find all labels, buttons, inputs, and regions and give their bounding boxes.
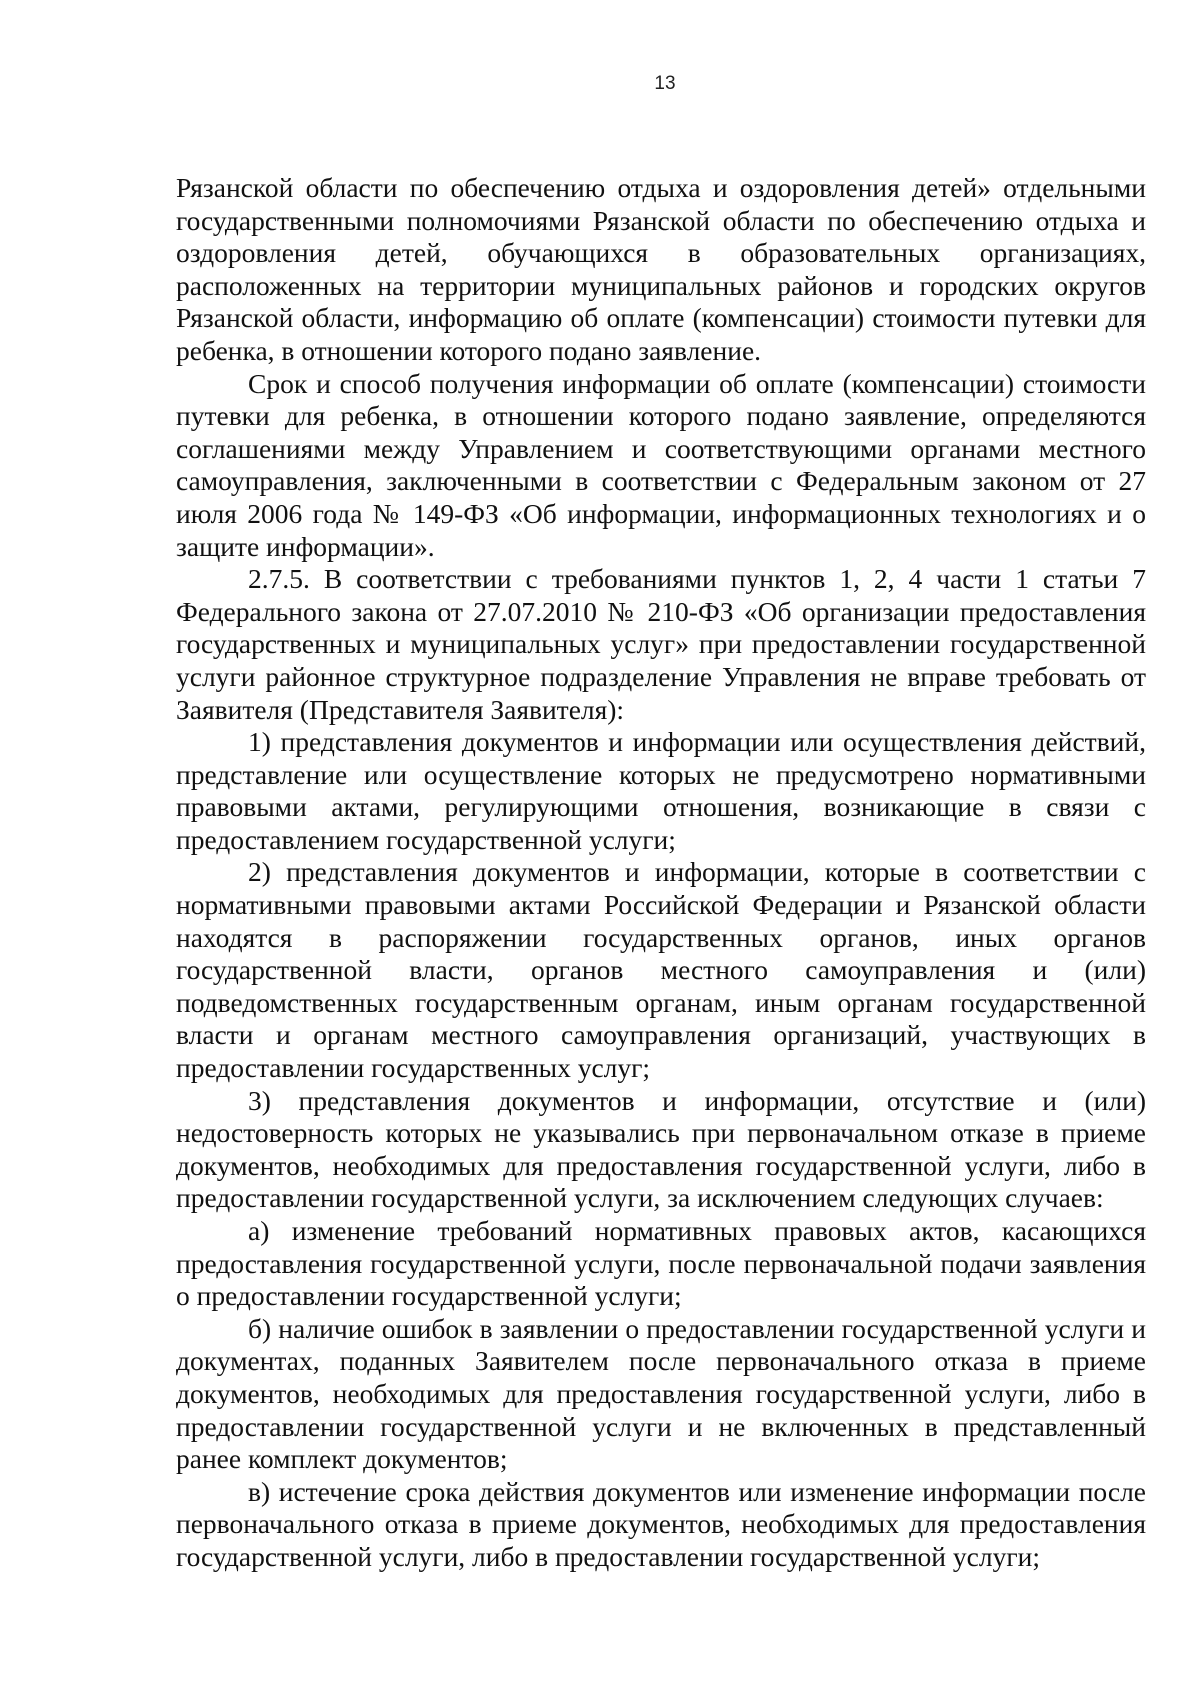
- paragraph-info-terms: Срок и способ получения информации об оплате (компенсации) стоимости путевки для ребенка, в отношении которого подано заявление, определяются соглашениями между Управлением и соответствующими органами местного самоуправления, заключенными в соответствии с Федеральным законом от 27 июля 2006 года № 149-ФЗ «Об информации, информационных технологиях и о защите информации».: [176, 367, 1146, 562]
- list-item-1: 1) представления документов и информации или осуществления действий, представление или осуществление которых не предусмотрено нормативными правовыми актами, регулирующими отношения, возникающие в связи с предоставлением государственной услуги;: [176, 726, 1146, 855]
- list-item-3: 3) представления документов и информации, отсутствие и (или) недостоверность которых не указывались при первоначальном отказе в приеме документов, необходимых для предоставления государственной услуги, либо в предоставлении государственной услуги, за исключением следующих случаев:: [176, 1084, 1146, 1214]
- paragraph-2-7-5: 2.7.5. В соответствии с требованиями пунктов 1, 2, 4 части 1 статьи 7 Федерального закона от 27.07.2010 № 210-ФЗ «Об организации предоставления государственных и муниципальных услуг» при предоставлении государственной услуги районное структурное подразделение Управления не вправе требовать от Заявителя (Представителя Заявителя):: [176, 563, 1146, 725]
- list-item-2: 2) представления документов и информации, которые в соответствии с нормативными правовыми актами Российской Федерации и Рязанской области находятся в распоряжении государственных органов, иных органов государственной власти, органов местного самоуправления и (или) подведомственных государственным органам, иным органам государственной власти и органам местного самоуправления организаций, участвующих в предоставлении государственных услуг;: [176, 856, 1146, 1084]
- sub-item-v: в) истечение срока действия документов или изменение информации после первоначального отказа в приеме документов, необходимых для предоставления государственной услуги, либо в предоставлении государственной услуги;: [176, 1475, 1146, 1572]
- sub-item-b: б) наличие ошибок в заявлении о предоставлении государственной услуги и документах, поданных Заявителем после первоначального отказа в приеме документов, необходимых для предоставления государственной услуги, либо в предоставлении государственной услуги и не включенных в представленный ранее комплект документов;: [176, 1312, 1146, 1475]
- page-number: 13: [654, 73, 676, 94]
- sub-item-a: а) изменение требований нормативных правовых актов, касающихся предоставления государственной услуги, после первоначальной подачи заявления о предоставлении государственной услуги;: [176, 1215, 1146, 1312]
- document-body: [176, 172, 1146, 1574]
- paragraph-continuation: Рязанской области по обеспечению отдыха и оздоровления детей» отдельными государственными полномочиями Рязанской области по обеспечению отдыха и оздоровления детей, обучающихся в образовательных организациях, расположенных на территории муниципальных районов и городских округов Рязанской области, информацию об оплате (компенсации) стоимости путевки для ребенка, в отношении которого подано заявление.: [176, 172, 1146, 366]
